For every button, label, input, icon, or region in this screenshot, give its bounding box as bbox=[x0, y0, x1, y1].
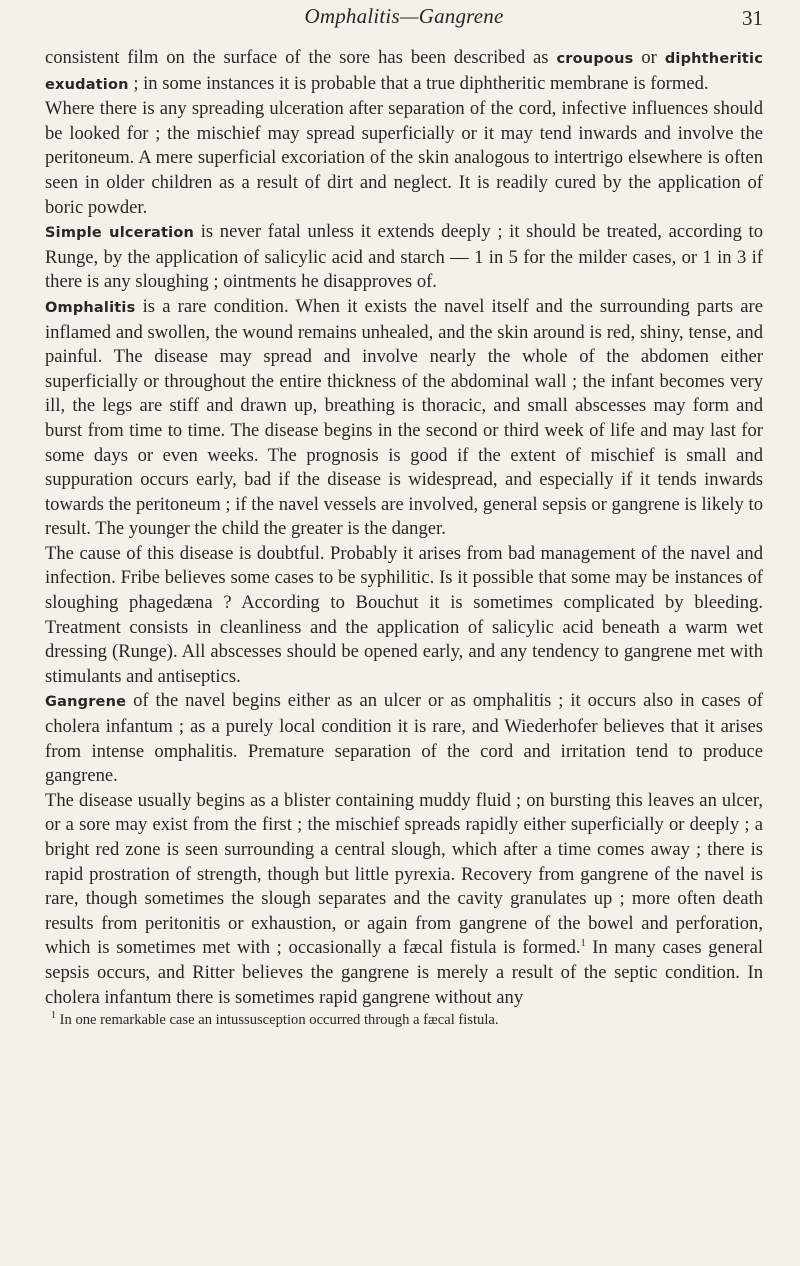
text-run: or bbox=[633, 47, 665, 68]
footnote bbox=[45, 1011, 763, 1029]
footnote-reference: 1 bbox=[580, 938, 586, 950]
text-run: is a rare condition. When it exists the navel itself and the surrounding parts are inflamed and swollen, the wound remains unhealed, and the skin around is red, shiny, tense, and painful. The disease may spread and involve nearly the whole of the abdomen either superficially or throughout the entire thickness of the abdominal wall ; the infant becomes very ill, the legs are stiff and drawn up, breathing is thoracic, and small abscesses may form and burst from time to time. The disease begins in the second or third week of life and may last for some days or even weeks. The prognosis is good if the extent of mischief is small and suppuration occurs early, bad if the disease is widespread, and especially if it tends inwards towards the peritoneum ; if the navel vessels are involved, general sepsis or gangrene is likely to result. The younger the child the greater is the danger. bbox=[45, 295, 763, 540]
paragraph bbox=[45, 295, 763, 542]
paragraph bbox=[45, 220, 763, 295]
text-run: Where there is any spreading ulceration after separation of the cord, infective influences should be looked for ; the mischief may spread superficially or it may tend inwards and involve the peritoneum. A mere superficial excoriation of the skin analogous to intertrigo elsewhere is often seen in older children as a result of dirt and neglect. It is readily cured by the application of boric powder. bbox=[45, 98, 763, 218]
running-head bbox=[45, 0, 763, 46]
paragraph bbox=[45, 46, 763, 97]
page-number: 31 bbox=[742, 6, 763, 30]
text-run: In many cases general sepsis occurs, and Ritter believes the gangrene is merely a result of the septic condition. In cholera infantum there is sometimes rapid gangrene without any bbox=[45, 937, 763, 1008]
paragraph bbox=[45, 689, 763, 788]
running-head-title: Omphalitis—Gangrene bbox=[304, 4, 504, 28]
text-run: The disease usually begins as a blister containing muddy fluid ; on bursting this leaves an ulcer, or a sore may exist from the first ; the mischief spreads rapidly either superficially or deeply ; a bright red zone is seen surrounding a central slough, which after a time comes away ; there is rapid prostration of strength, though but little pyrexia. Recovery from gangrene of the navel is rare, though sometimes the slough separates and the cavity granulates up ; more often death results from peritonitis or exhaustion, or again from gangrene of the bowel and perforation, which is sometimes met with ; occasionally a fæcal fistula is formed. bbox=[45, 789, 763, 959]
bold-term: Simple ulceration bbox=[45, 225, 195, 242]
text-run: ; in some instances it is probable that a true diphtheritic membrane is formed. bbox=[128, 72, 709, 94]
text-run: consistent film on the surface of the sore has been described as bbox=[45, 47, 557, 68]
text-run: The cause of this disease is doubtful. Probably it arises from bad management of the navel and infection. Fribe believes some cases to be syphilitic. Is it possible that some may be instances of sloughing phagedæna ? According to Bouchut it is sometimes complicated by bleeding. Treatment consists in cleanliness and the application of salicylic acid beneath a warm wet dressing (Runge). All abscesses should be opened early, and any tendency to gangrene met with stimulants and antiseptics. bbox=[45, 542, 763, 687]
footnote-marker: 1 bbox=[51, 1010, 56, 1022]
paragraph bbox=[45, 97, 763, 220]
bold-term: croupous bbox=[556, 51, 634, 67]
paragraph bbox=[45, 542, 763, 690]
bold-term: Gangrene bbox=[45, 694, 127, 711]
footnote-text: In one remarkable case an intussusception occurred through a fæcal fistula. bbox=[59, 1012, 499, 1029]
bold-term: diphtheritic exudation bbox=[45, 51, 763, 93]
body-text bbox=[45, 46, 763, 1010]
bold-term: Omphalitis bbox=[45, 299, 136, 316]
text-run: is never fatal unless it extends deeply ; it should be treated, according to Runge, by the application of salicylic acid and starch — 1 in 5 for the milder cases, or 1 in 3 if there is any sloughing ; ointments he disapproves of. bbox=[45, 221, 764, 293]
paragraph bbox=[45, 789, 763, 1010]
text-run: of the navel begins either as an ulcer or as omphalitis ; it occurs also in cases of cholera infantum ; as a purely local condition it is rare, and Wiederhofer believes that it arises from intense omphalitis. Premature separation of the cord and irritation tend to produce gangrene. bbox=[45, 690, 763, 787]
